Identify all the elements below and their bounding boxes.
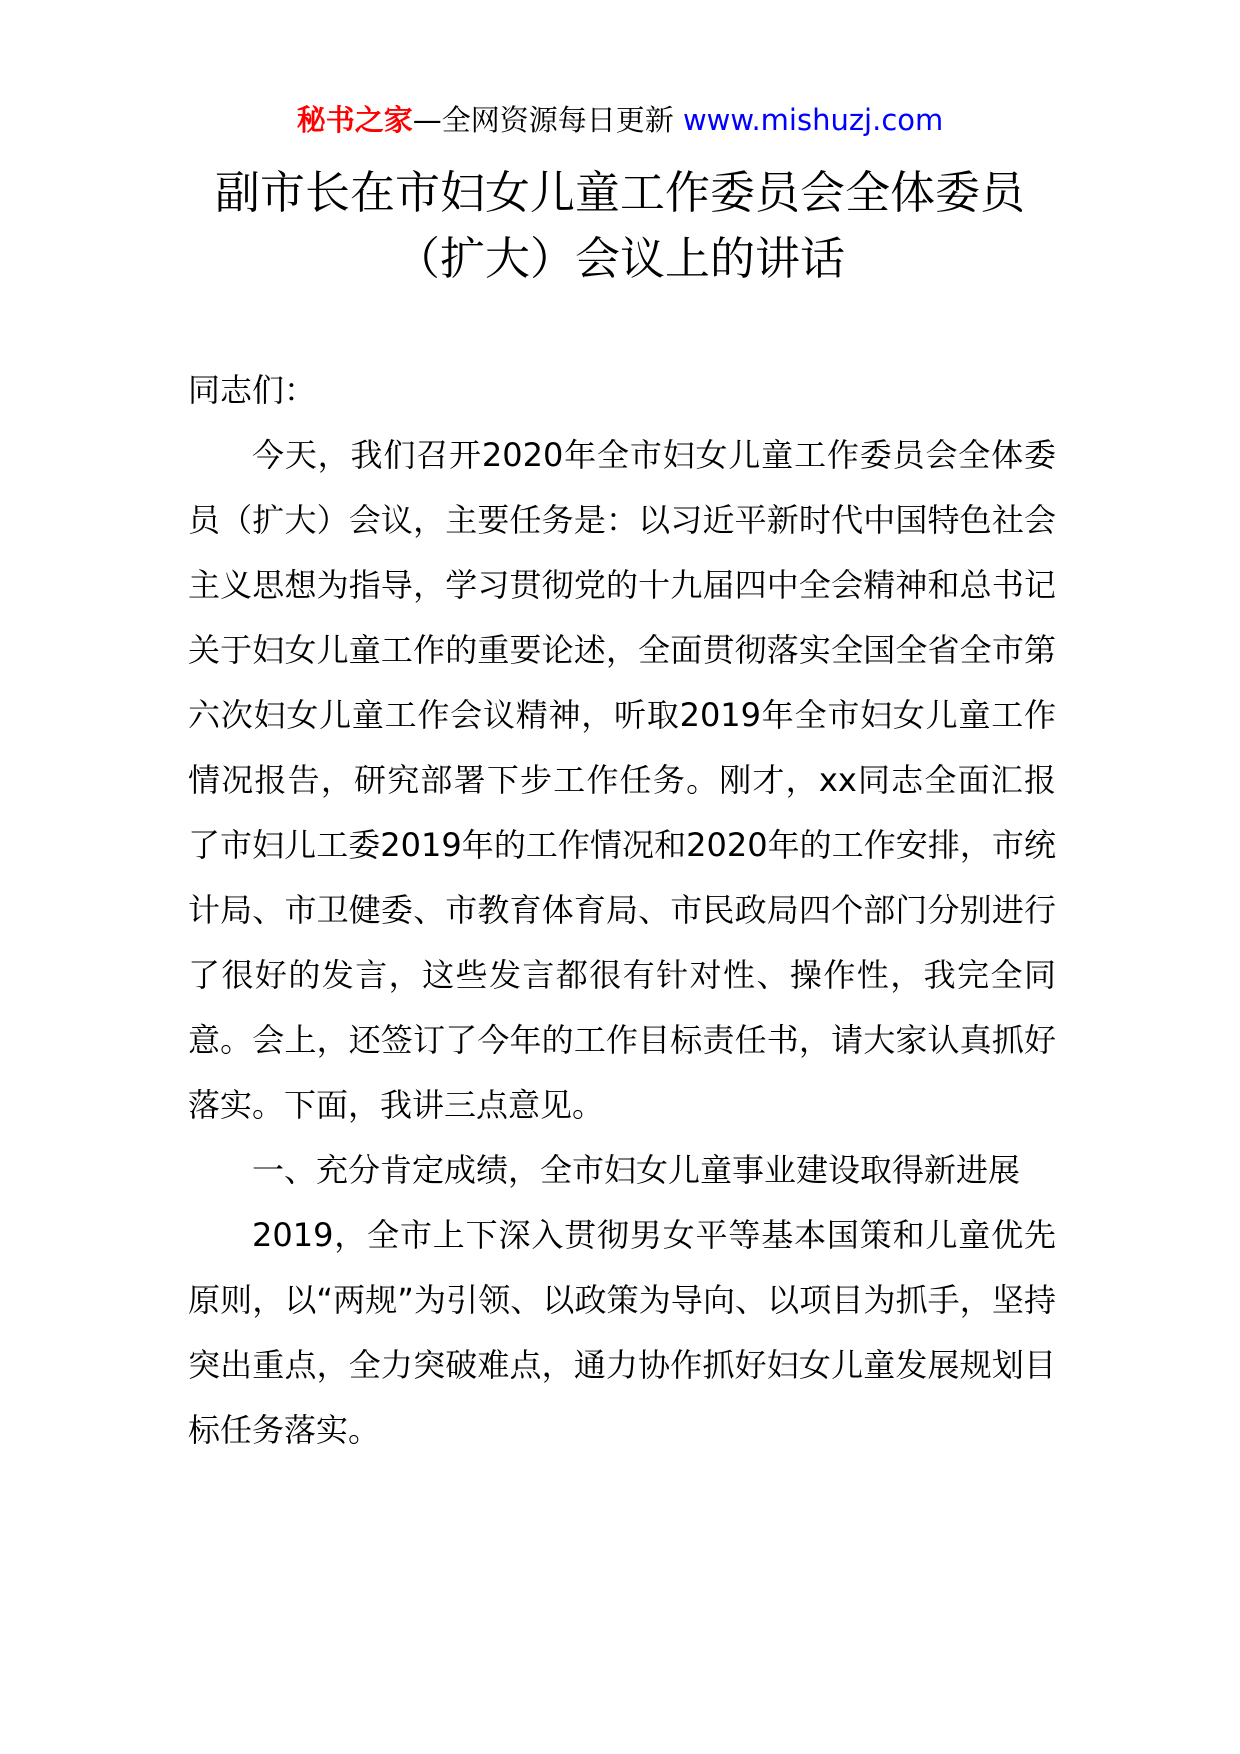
salutation: 同志们： xyxy=(188,371,317,409)
site-url: www.mishuzj.com xyxy=(682,103,944,137)
title-line-1: 副市长在市妇女儿童工作委员会全体委员 xyxy=(214,166,1025,219)
paragraph-1: 今天，我们召开2020年全市妇女儿童工作委员会全体委员（扩大）会议，主要任务是：以习近平新时代中国特色社会主义思想为指导，学习贯彻党的十九届四中全会精神和总书记关于妇女儿童工作的重要论述，全面贯彻落实全国全省全市第六次妇女儿童工作会议精神，听取2019年全市妇女儿童工作情况报告，研究部署下步工作任务。刚才，xx同志全面汇报了市妇儿工委2019年的工作情况和2020年的工作安排，市统计局、市卫健委、市教育体育局、市民政局四个部门分别进行了很好的发言，这些发言都很有针对性、操作性，我完全同意。会上，还签订了今年的工作目标责任书，请大家认真抓好落实。下面，我讲三点意见。 xyxy=(188,436,1056,1124)
document-body xyxy=(188,358,1056,1463)
section-heading-1: 一、充分肯定成绩，全市妇女儿童事业建设取得新进展 xyxy=(252,1151,1021,1189)
paragraph-2: 2019，全市上下深入贯彻男女平等基本国策和儿童优先原则，以“两规”为引领、以政策为导向、以项目为抓手，坚持突出重点，全力突破难点，通力协作抓好妇女儿童发展规划目标任务落实。 xyxy=(188,1216,1056,1449)
title-line-2: （扩大）会议上的讲话 xyxy=(394,232,845,285)
brand-name: 秘书之家 xyxy=(296,103,413,137)
header-tagline: —全网资源每日更新 xyxy=(412,103,683,137)
document-title xyxy=(150,160,1090,292)
site-header xyxy=(0,98,1240,142)
